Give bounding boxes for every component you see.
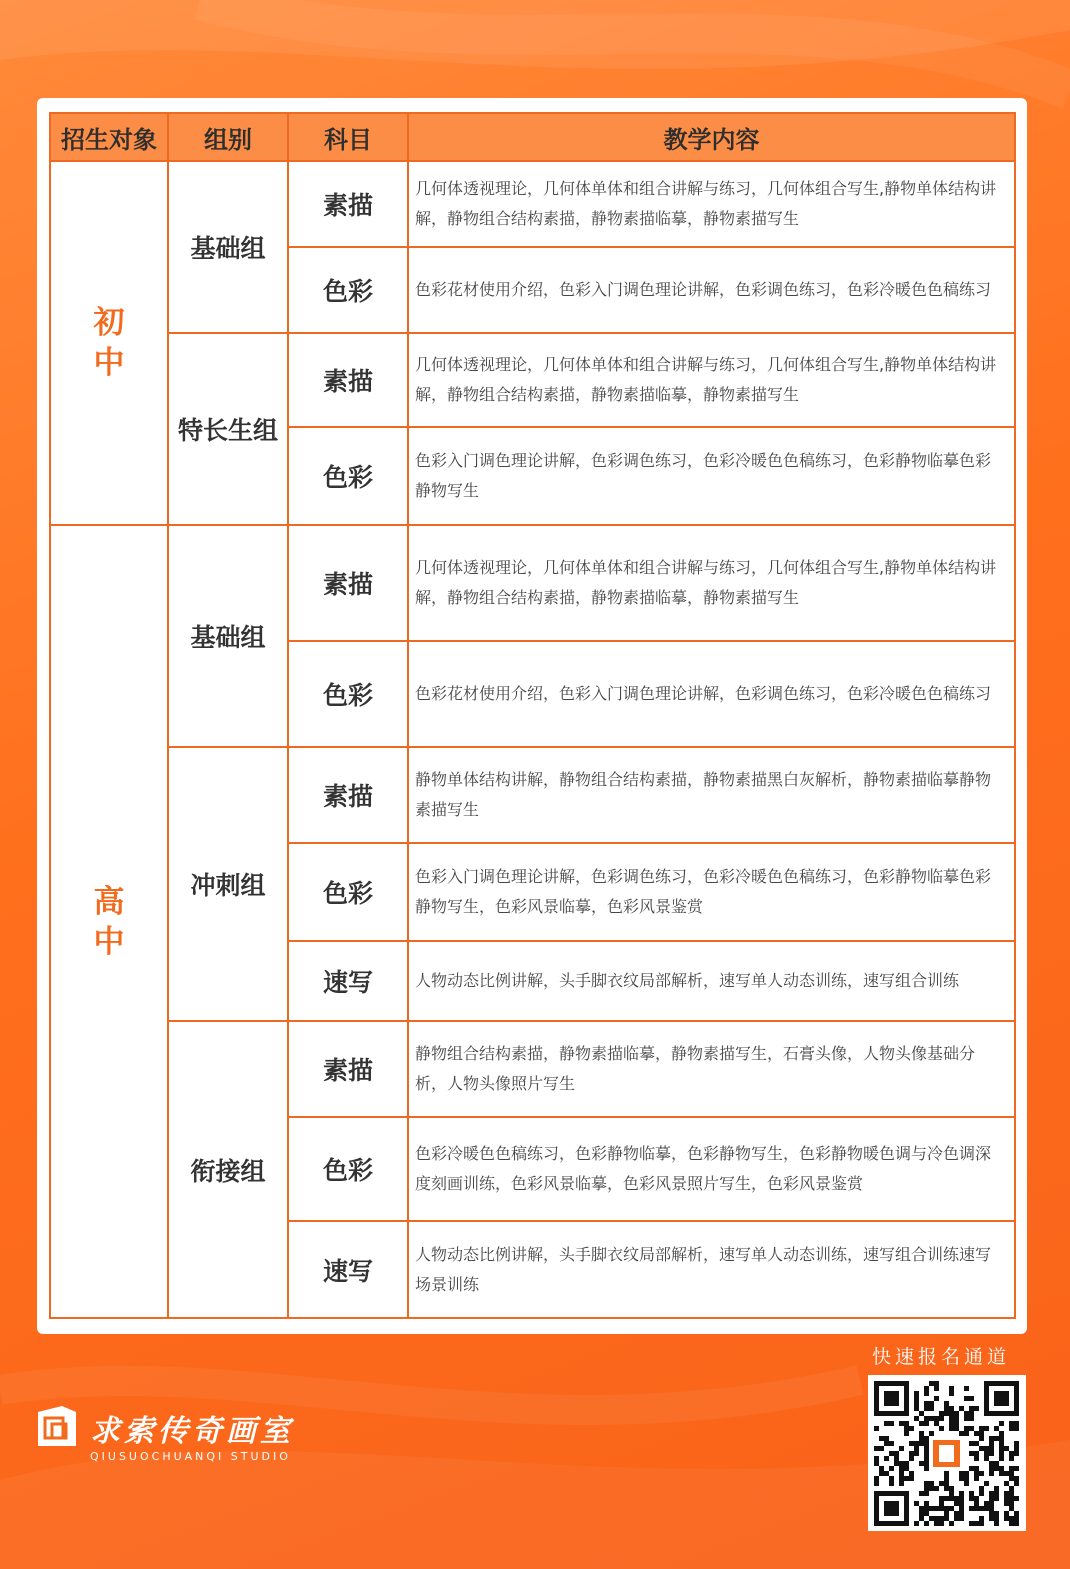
stage-junior-high: 初 中 [50, 161, 168, 525]
studio-name: 求索传奇画室 [90, 1414, 294, 1449]
content-cell: 色彩入门调色理论讲解，色彩调色练习，色彩冷暖色色稿练习，色彩静物临摹色彩静物写生，色彩风景临摹，色彩风景鉴赏 [408, 843, 1015, 941]
header-subject: 科目 [288, 113, 408, 161]
table-row [50, 333, 1015, 427]
content-cell: 色彩花材使用介绍，色彩入门调色理论讲解，色彩调色练习，色彩冷暖色色稿练习 [408, 641, 1015, 747]
studio-english-name: QIUSUOCHUANQI STUDIO [90, 1450, 291, 1463]
subject-cell: 色彩 [288, 247, 408, 333]
curriculum-table [49, 112, 1016, 1319]
header-audience: 招生对象 [50, 113, 168, 161]
studio-logo-icon [32, 1402, 82, 1452]
content-cell: 几何体透视理论，几何体单体和组合讲解与练习，几何体组合写生,静物单体结构讲解，静物组合结构素描，静物素描临摹，静物素描写生 [408, 161, 1015, 247]
subject-cell: 素描 [288, 525, 408, 641]
content-cell: 人物动态比例讲解，头手脚衣纹局部解析，速写单人动态训练，速写组合训练 [408, 941, 1015, 1021]
header-content: 教学内容 [408, 113, 1015, 161]
group-junior-talent: 特长生组 [168, 333, 288, 525]
content-cell: 几何体透视理论，几何体单体和组合讲解与练习，几何体组合写生,静物单体结构讲解，静物组合结构素描，静物素描临摹，静物素描写生 [408, 333, 1015, 427]
table-row [50, 747, 1015, 843]
subject-cell: 色彩 [288, 1117, 408, 1221]
subject-cell: 速写 [288, 1221, 408, 1318]
subject-cell: 色彩 [288, 843, 408, 941]
subject-cell: 色彩 [288, 641, 408, 747]
subject-cell: 素描 [288, 747, 408, 843]
group-senior-basic: 基础组 [168, 525, 288, 747]
content-cell: 色彩入门调色理论讲解，色彩调色练习，色彩冷暖色色稿练习，色彩静物临摹色彩静物写生 [408, 427, 1015, 525]
content-cell: 色彩花材使用介绍，色彩入门调色理论讲解，色彩调色练习，色彩冷暖色色稿练习 [408, 247, 1015, 333]
table-row [50, 1021, 1015, 1117]
header-group: 组别 [168, 113, 288, 161]
group-senior-sprint: 冲刺组 [168, 747, 288, 1021]
group-junior-basic: 基础组 [168, 161, 288, 333]
content-cell: 色彩冷暖色色稿练习，色彩静物临摹，色彩静物写生，色彩静物暖色调与冷色调深度刻画训练，色彩风景临摹，色彩风景照片写生，色彩风景鉴赏 [408, 1117, 1015, 1221]
content-cell: 静物单体结构讲解，静物组合结构素描，静物素描黑白灰解析，静物素描临摹静物素描写生 [408, 747, 1015, 843]
table-row [50, 525, 1015, 641]
subject-cell: 素描 [288, 333, 408, 427]
stage-senior-high: 高 中 [50, 525, 168, 1318]
table-row [50, 161, 1015, 247]
subject-cell: 素描 [288, 161, 408, 247]
subject-cell: 色彩 [288, 427, 408, 525]
studio-logo [32, 1402, 322, 1472]
group-senior-bridge: 衔接组 [168, 1021, 288, 1318]
subject-cell: 素描 [288, 1021, 408, 1117]
subject-cell: 速写 [288, 941, 408, 1021]
content-cell: 几何体透视理论，几何体单体和组合讲解与练习，几何体组合写生,静物单体结构讲解，静物组合结构素描，静物素描临摹，静物素描写生 [408, 525, 1015, 641]
qr-code-icon[interactable] [868, 1375, 1026, 1531]
signup-label: 快速报名通道 [872, 1346, 1011, 1368]
signup-qr[interactable] [868, 1375, 1026, 1531]
content-cell: 人物动态比例讲解，头手脚衣纹局部解析，速写单人动态训练，速写组合训练速写场景训练 [408, 1221, 1015, 1318]
content-cell: 静物组合结构素描，静物素描临摹，静物素描写生，石膏头像，人物头像基础分析，人物头像照片写生 [408, 1021, 1015, 1117]
